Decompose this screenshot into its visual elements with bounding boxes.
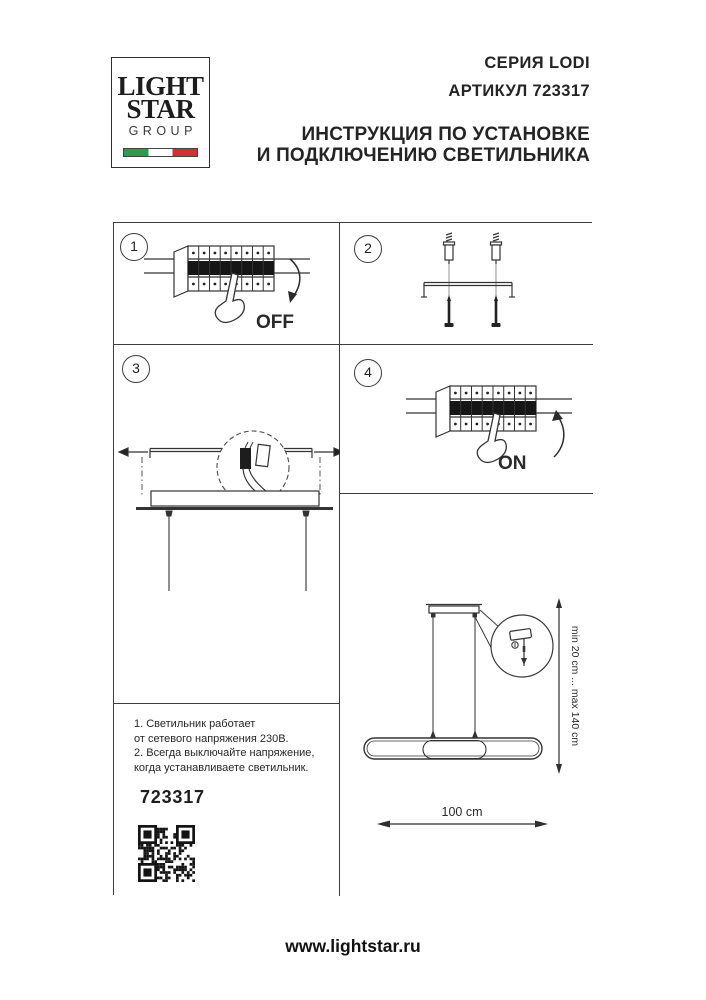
note-line-1: 1. Светильник работает [134, 718, 256, 730]
header-right [448, 53, 590, 101]
step-4-panel [340, 345, 593, 494]
cable-gripper-detail [491, 615, 553, 677]
on-label: ON [498, 453, 527, 474]
width-dimension-label: 100 cm [441, 805, 483, 819]
website-url: www.lightstar.ru [285, 936, 421, 956]
safety-notes [134, 717, 314, 775]
instruction-title [257, 124, 590, 166]
notes-panel [114, 704, 340, 896]
logo-word-light: LIGHT [117, 71, 204, 101]
lamp-dimensions-panel [340, 494, 593, 896]
qr-code [138, 825, 195, 882]
instruction-title-line2: И ПОДКЛЮЧЕНИЮ СВЕТИЛЬНИКА [256, 145, 590, 166]
off-label: OFF [256, 312, 294, 333]
breaker-off-diagram [114, 223, 340, 345]
step-3-panel [114, 345, 340, 704]
article-number: 723317 [140, 787, 205, 807]
bracket-mounting-diagram [114, 345, 340, 704]
ceiling-canopy [136, 491, 333, 516]
mounting-bracket [421, 283, 515, 298]
lamp-cables [433, 617, 475, 732]
article-label: АРТИКУЛ 723317 [448, 82, 590, 100]
note-line-3: 2. Всегда выключайте напряжение, [134, 747, 315, 759]
note-line-4: когда устанавливаете светильник. [134, 761, 309, 774]
step-3-number: 3 [122, 355, 150, 383]
step-4-number: 4 [354, 359, 382, 387]
instruction-title-line1: ИНСТРУКЦИЯ ПО УСТАНОВКЕ [301, 124, 590, 145]
lamp-canopy [426, 605, 482, 618]
logo-word-group: GROUP [128, 124, 197, 138]
height-dimension-label: min 20 cm ... max 140 cm [569, 625, 581, 747]
step-2-number: 2 [354, 235, 382, 263]
on-arrow-icon [554, 415, 564, 457]
step-1-panel [114, 223, 340, 345]
width-dimension [377, 805, 548, 828]
step-2-panel [340, 223, 593, 345]
suspension-cables [169, 516, 306, 591]
mounting-screws [445, 295, 501, 327]
lightstar-logo [111, 57, 210, 168]
height-dimension [556, 598, 581, 774]
steps-grid [113, 222, 592, 895]
step-1-number: 1 [120, 233, 148, 261]
wall-anchor-thread [446, 233, 452, 241]
lamp-body [364, 738, 542, 759]
note-line-2: от сетевого напряжения 230В. [134, 732, 289, 745]
logo-word-star: STAR [126, 94, 195, 124]
off-arrow-icon [290, 259, 300, 297]
series-label: СЕРИЯ LODI [484, 54, 590, 72]
lamp-dimensions-diagram [340, 494, 593, 896]
italian-flag-bar [123, 148, 198, 157]
